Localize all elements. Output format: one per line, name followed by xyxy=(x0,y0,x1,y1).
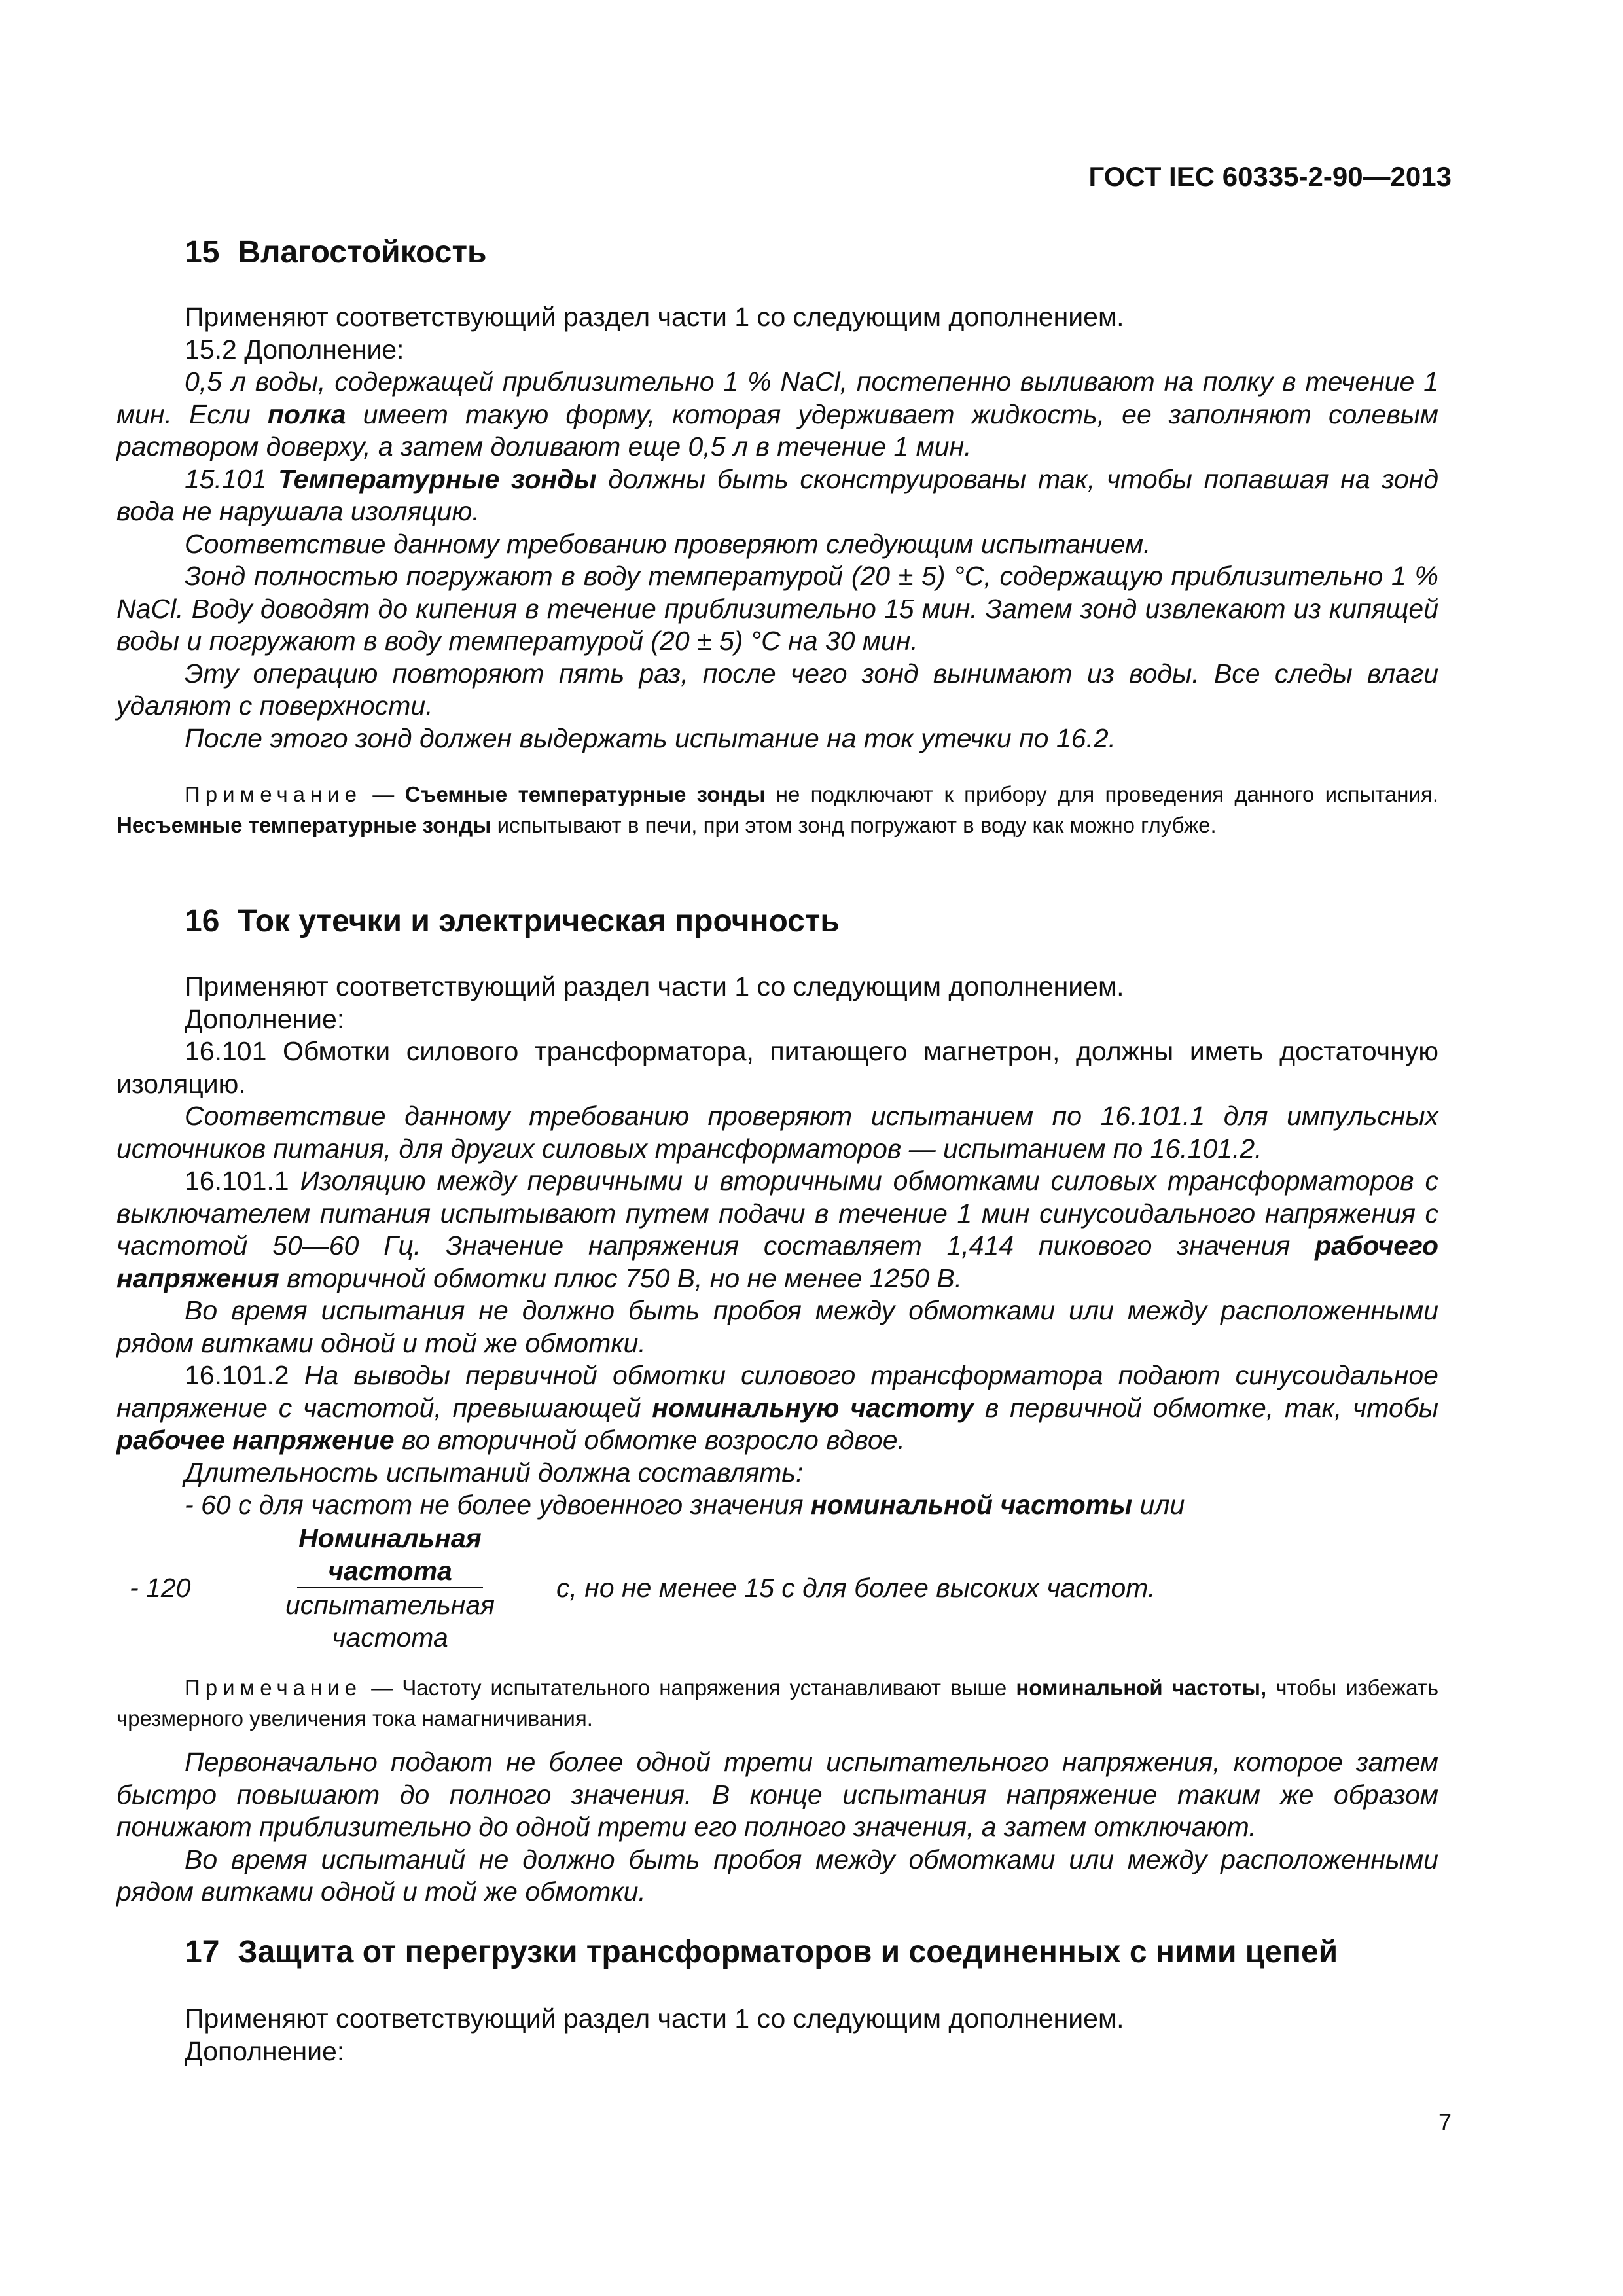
text-run: имеет такую форму, которая удерживает жидкость, ее заполняют солевым раствором доверху, а затем доливают еще 0,5 л в течение 1 мин. xyxy=(116,399,1439,461)
text-run: — Частоту испытательного напряжения устанавливают выше xyxy=(362,1676,1016,1700)
section-16-body-continued xyxy=(116,1746,1438,1909)
section-number: 17 xyxy=(185,1935,220,1969)
section-17-heading xyxy=(185,1934,1338,1970)
paragraph: 15.2 Дополнение: xyxy=(185,334,404,365)
formula-suffix: с, но не менее 15 с для более высоких частот. xyxy=(556,1573,1156,1603)
text-run: в первичной обмотке, так, чтобы xyxy=(974,1392,1438,1423)
paragraph: Дополнение: xyxy=(185,1003,345,1034)
paragraph: Соответствие данному требованию проверяют следующим испытанием. xyxy=(185,528,1151,559)
paragraph: Зонд полностью погружают в воду температурой (20 ± 5) °С, содержащую приблизительно 1 % NaCl. Воду доводят до кипения в течение приблизительно 15 мин. Затем зонд извлекают из кипящей воды и погружают в воду температурой (20 ± 5) °С на 30 мин. xyxy=(116,561,1438,656)
paragraph: Первоначально подают не более одной трети испытательного напряжения, которое затем быстро повышают до полного значения. В конце испытания напряжение таким же образом понижают приблизительно до одной трети его полного значения, а затем отключают. xyxy=(116,1747,1438,1842)
defined-term: номинальной частоты xyxy=(810,1490,1133,1520)
fraction-denominator: частота xyxy=(332,1623,448,1653)
text-run: Изоляцию между первичными и вторичными обмотками силовых трансформаторов с выключателем питания испытывают путем подачи в течение 1 мин синусоидального напряжения с частотой 50—60 Гц. Значение напряжения составляет 1,414 пикового значения xyxy=(116,1166,1438,1261)
text-run: чтобы избежать чрезмерного увеличения тока намагничивания. xyxy=(116,1676,1439,1731)
fraction xyxy=(285,1522,495,1654)
page-number: 7 xyxy=(1438,2109,1452,2136)
section-16-body xyxy=(116,971,1438,1522)
section-16-heading xyxy=(185,903,840,939)
text-run: не подключают к прибору для проведения данного испытания. xyxy=(765,782,1438,806)
text-run: должны быть сконструированы так, чтобы попавшая на зонд вода не нарушала изоляцию. xyxy=(116,463,1439,526)
text-run: испытывают в печи, при этом зонд погружают в воду как можно глубже. xyxy=(491,813,1217,837)
section-15-body xyxy=(116,301,1438,755)
text-run: вторичной обмотки плюс 750 В, но не менее 1250 В. xyxy=(279,1263,963,1293)
section-title: Влагостойкость xyxy=(238,235,487,270)
defined-term: рабочее напряжение xyxy=(116,1425,395,1455)
paragraph: Во время испытания не должно быть пробоя между обмотками или между расположенными рядом витками одной и той же обмотки. xyxy=(116,1295,1438,1358)
text-run: На выводы первичной обмотки силового трансформатора подают синусоидальное напряжение с частотой, превышающей xyxy=(116,1360,1438,1423)
paragraph: Дополнение: xyxy=(185,2036,345,2066)
paragraph xyxy=(116,463,1438,528)
text-run: во вторичной обмотке возросло вдвое. xyxy=(394,1425,905,1455)
document-page xyxy=(116,0,1452,2296)
section-15-note xyxy=(116,779,1438,840)
text-run: 0,5 л воды, содержащей приблизительно 1 % NaCl, постепенно выливают на полку в течение 1 мин. Если xyxy=(116,367,1438,429)
section-16-note xyxy=(116,1672,1438,1734)
text-run: или xyxy=(1132,1490,1185,1520)
defined-term: номинальную частоту xyxy=(652,1392,974,1423)
fraction-numerator: частота xyxy=(328,1556,452,1586)
defined-term: номинальной частоты, xyxy=(1016,1676,1267,1700)
note-text xyxy=(116,1672,1438,1734)
clause-number: 15.101 xyxy=(185,463,279,494)
note-text xyxy=(116,779,1438,840)
clause-number: 16.101.1 xyxy=(185,1166,300,1196)
paragraph: После этого зонд должен выдержать испытание на ток утечки по 16.2. xyxy=(185,723,1116,753)
formula-prefix: - 120 xyxy=(130,1573,191,1603)
list-item xyxy=(116,1489,1438,1522)
section-17-body xyxy=(116,2003,1438,2068)
paragraph xyxy=(116,366,1438,463)
paragraph xyxy=(116,1165,1438,1295)
section-title: Ток утечки и электрическая прочность xyxy=(238,904,840,939)
text-run: — xyxy=(362,782,405,806)
paragraph xyxy=(116,1359,1438,1457)
section-title: Защита от перегрузки трансформаторов и соединенных с ними цепей xyxy=(238,1935,1338,1969)
standard-code: ГОСТ IEC 60335-2-90—2013 xyxy=(1088,161,1452,192)
paragraph: Длительность испытаний должна составлять: xyxy=(185,1457,804,1488)
defined-term: рабочего напряжения xyxy=(116,1230,1438,1293)
defined-term: полка xyxy=(267,399,346,429)
note-label: Примечание xyxy=(185,1676,363,1700)
section-number: 16 xyxy=(185,904,220,939)
clause-number: 16.101.2 xyxy=(185,1360,304,1390)
text-run: - 60 с для частот не более удвоенного значения xyxy=(185,1490,811,1520)
paragraph: Во время испытаний не должно быть пробоя между обмотками или между расположенными рядом витками одной и той же обмотки. xyxy=(116,1844,1438,1907)
fraction-numerator: Номинальная xyxy=(298,1523,482,1553)
paragraph: Соответствие данному требованию проверяют испытанием по 16.101.1 для импульсных источников питания, для других силовых трансформаторов — испытанием по 16.101.2. xyxy=(116,1101,1438,1164)
defined-term: Несъемные температурные зонды xyxy=(116,813,491,837)
paragraph: Эту операцию повторяют пять раз, после чего зонд вынимают из воды. Все следы влаги удаляют с поверхности. xyxy=(116,658,1438,721)
defined-term: Съемные температурные зонды xyxy=(404,782,766,806)
note-label: Примечание xyxy=(185,782,363,806)
section-15-heading xyxy=(185,234,486,270)
paragraph: Применяют соответствующий раздел части 1 со следующим дополнением. xyxy=(185,302,1124,332)
paragraph: Применяют соответствующий раздел части 1 со следующим дополнением. xyxy=(185,971,1124,1001)
section-number: 15 xyxy=(185,235,220,270)
paragraph: Применяют соответствующий раздел части 1 со следующим дополнением. xyxy=(185,2003,1124,2034)
paragraph: 16.101 Обмотки силового трансформатора, питающего магнетрон, должны иметь достаточную изоляцию. xyxy=(116,1036,1438,1099)
fraction-denominator: испытательная xyxy=(285,1590,495,1620)
defined-term: Температурные зонды xyxy=(278,463,597,494)
